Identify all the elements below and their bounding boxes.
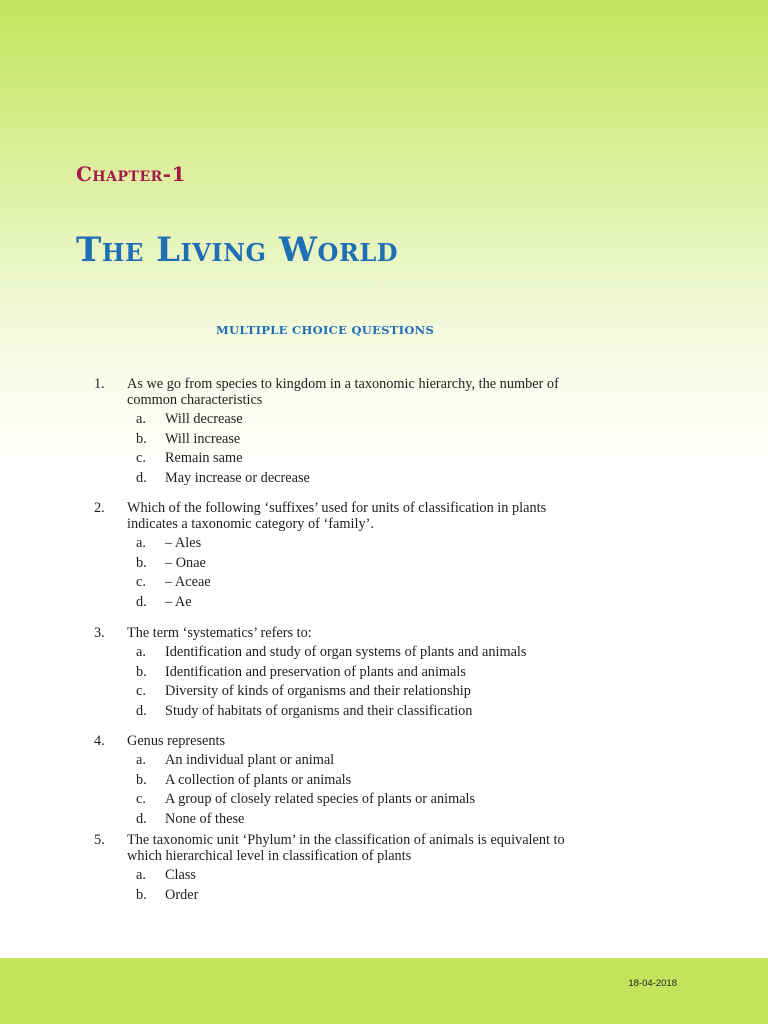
option-c	[136, 791, 584, 811]
question-number: 3.	[94, 625, 105, 641]
option-list	[136, 411, 584, 489]
option-text: Diversity of kinds of organisms and their relationship	[165, 683, 471, 700]
chapter-label: Chapter-1	[76, 162, 186, 186]
option-text: – Aceae	[165, 574, 211, 591]
page-title: The Living World	[76, 230, 399, 270]
question-number: 1.	[94, 376, 105, 392]
option-a	[136, 644, 584, 664]
option-text: Study of habitats of organisms and their classification	[165, 702, 473, 719]
option-label: b.	[136, 663, 147, 680]
option-b	[136, 772, 584, 792]
question-1	[94, 376, 584, 489]
option-a	[136, 867, 584, 887]
option-label: a.	[136, 535, 146, 551]
option-label: c.	[136, 683, 146, 700]
question-text: As we go from species to kingdom in a taxonomic hierarchy, the number of common characteristics	[127, 376, 559, 408]
option-d	[136, 811, 584, 831]
option-text: Class	[165, 867, 196, 883]
option-c	[136, 574, 584, 594]
question-2	[94, 500, 584, 613]
option-label: b.	[136, 771, 147, 788]
option-label: a.	[136, 752, 146, 768]
question-4	[94, 733, 584, 830]
question-text: Genus represents	[127, 733, 226, 749]
footer-band	[0, 958, 768, 1024]
section-heading: MULTIPLE CHOICE QUESTIONS	[216, 323, 435, 337]
option-text: – Onae	[165, 554, 206, 571]
option-a	[136, 752, 584, 772]
option-text: An individual plant or animal	[165, 752, 335, 768]
option-label: d.	[136, 702, 147, 719]
option-c	[136, 683, 584, 703]
option-text: Identification and preservation of plants and animals	[165, 663, 466, 680]
option-label: d.	[136, 469, 147, 486]
option-label: d.	[136, 593, 147, 610]
option-list	[136, 867, 584, 906]
option-text: Order	[165, 886, 199, 903]
question-number: 2.	[94, 500, 105, 516]
option-label: a.	[136, 644, 146, 660]
option-b	[136, 887, 584, 907]
option-d	[136, 703, 584, 723]
question-3	[94, 625, 584, 722]
option-label: c.	[136, 450, 146, 467]
option-text: A collection of plants or animals	[165, 771, 352, 788]
option-list	[136, 535, 584, 613]
option-text: Will decrease	[165, 411, 243, 427]
option-text: Identification and study of organ systems of plants and animals	[165, 644, 527, 660]
question-text: The taxonomic unit ‘Phylum’ in the classification of animals is equivalent to which hierarchical level in classification of plants	[127, 832, 565, 864]
option-label: b.	[136, 430, 147, 447]
option-d	[136, 594, 584, 614]
option-label: c.	[136, 574, 146, 591]
option-text: Will increase	[165, 430, 241, 447]
option-label: a.	[136, 411, 146, 427]
option-text: A group of closely related species of plants or animals	[165, 791, 476, 808]
question-text: The term ‘systematics’ refers to:	[127, 625, 312, 641]
option-label: c.	[136, 791, 146, 808]
option-label: a.	[136, 867, 146, 883]
option-text: – Ales	[165, 535, 202, 551]
option-label: b.	[136, 886, 147, 903]
option-b	[136, 664, 584, 684]
option-text: – Ae	[165, 593, 192, 610]
option-c	[136, 450, 584, 470]
option-list	[136, 644, 584, 722]
option-b	[136, 431, 584, 451]
option-text: May increase or decrease	[165, 469, 310, 486]
question-5	[94, 832, 584, 906]
option-a	[136, 535, 584, 555]
question-text: Which of the following ‘suffixes’ used for units of classification in plants indicates a taxonomic category of ‘family’.	[127, 500, 547, 532]
option-label: b.	[136, 554, 147, 571]
option-a	[136, 411, 584, 431]
footer-date: 18-04-2018	[628, 978, 677, 989]
question-number: 5.	[94, 832, 105, 848]
option-list	[136, 752, 584, 830]
option-b	[136, 555, 584, 575]
option-text: Remain same	[165, 450, 243, 467]
option-label: d.	[136, 810, 147, 827]
question-number: 4.	[94, 733, 105, 749]
option-d	[136, 470, 584, 490]
option-text: None of these	[165, 810, 245, 827]
